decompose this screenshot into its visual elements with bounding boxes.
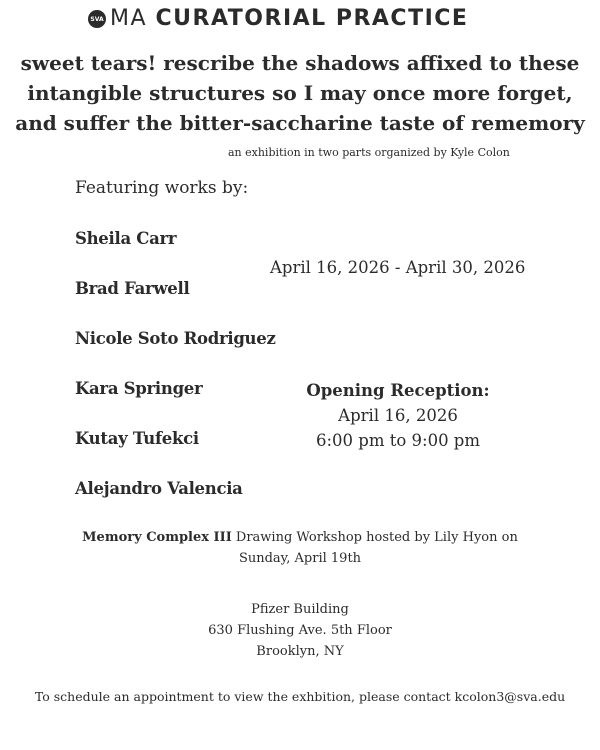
artist-name: Kara Springer	[75, 379, 203, 398]
title-line-2: intangible structures so I may once more forget,	[27, 81, 573, 105]
artist-name: Sheila Carr	[75, 229, 177, 248]
workshop-info	[0, 527, 600, 569]
venue-address	[0, 599, 600, 662]
contact-info: To schedule an appointment to view the exhbition, please contact kcolon3@sva.edu	[34, 689, 566, 704]
program-name: CURATORIAL PRACTICE	[155, 6, 469, 31]
program-prefix: MA	[110, 6, 148, 31]
reception-heading: Opening Reception:	[306, 381, 490, 400]
featuring-label: Featuring works by:	[75, 178, 249, 198]
title-line-3: and suffer the bitter-saccharine taste of rememory	[15, 111, 585, 135]
workshop-date: Sunday, April 19th	[238, 551, 362, 566]
sva-logo: SVA	[88, 10, 106, 28]
title-line-1: sweet tears! rescribe the shadows affixed to these	[20, 51, 580, 75]
address-building: Pfizer Building	[251, 602, 349, 617]
address-street: 630 Flushing Ave. 5th Floor	[208, 623, 392, 638]
address-city: Brooklyn, NY	[256, 644, 344, 659]
artist-name: Brad Farwell	[75, 279, 190, 298]
reception-date: April 16, 2026	[338, 406, 458, 425]
artist-name: Alejandro Valencia	[75, 479, 243, 498]
exhibition-subtitle: an exhibition in two parts organized by Kyle Colon	[228, 146, 510, 159]
workshop-name: Memory Complex III	[82, 530, 232, 545]
workshop-line-1	[0, 527, 600, 548]
reception-time: 6:00 pm to 9:00 pm	[315, 431, 481, 450]
artist-name: Kutay Tufekci	[75, 429, 199, 448]
artist-name: Nicole Soto Rodriguez	[75, 329, 276, 348]
exhibition-dates: April 16, 2026 - April 30, 2026	[270, 258, 526, 277]
opening-reception	[300, 378, 496, 453]
program-title	[110, 6, 468, 32]
program-header	[88, 6, 468, 32]
exhibition-title	[0, 48, 600, 138]
workshop-text: Drawing Workshop hosted by Lily Hyon on	[231, 530, 518, 545]
